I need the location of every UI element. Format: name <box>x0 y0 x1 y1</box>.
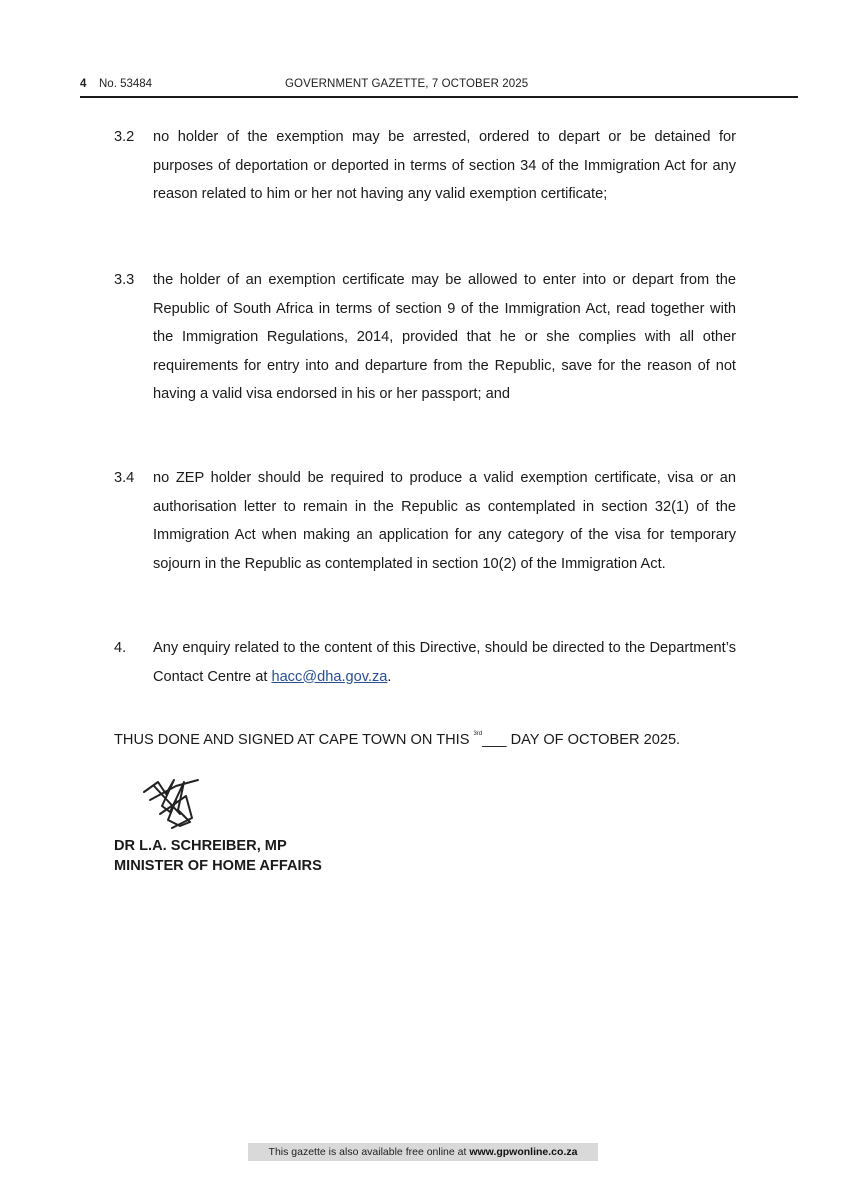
paragraph-3-4 <box>114 464 736 578</box>
page-header <box>80 78 798 98</box>
footer-url-link[interactable]: www.gpwonline.co.za <box>469 1146 578 1158</box>
gazette-title: GOVERNMENT GAZETTE, 7 OCTOBER 2025 <box>285 78 529 90</box>
signatory-block <box>114 836 322 876</box>
signatory-role: MINISTER OF HOME AFFAIRS <box>114 858 322 874</box>
paragraph-number: 3.3 <box>114 272 135 288</box>
paragraph-text: the holder of an exemption certificate may be allowed to enter into or depart from the Republic of South Africa in terms of section 9 of the Immigration Act, read together with the Immigration Regulations, 2014, provided that he or she complies with all other requirements for entry into and departure from the Republic, save for the reason of not having a valid visa endorsed in his or her passport; and <box>153 272 736 403</box>
signing-suffix: DAY OF OCTOBER 2025. <box>506 732 681 748</box>
paragraph-3-2 <box>114 123 736 209</box>
paragraph-text: no holder of the exemption may be arrested, ordered to depart or be detained for purposes of deportation or deported in terms of section 34 of the Immigration Act for any reason related to him or her not having any valid exemption certificate; <box>153 129 736 203</box>
paragraph-number: 3.2 <box>114 129 135 145</box>
handwritten-day: 3rd <box>473 731 483 737</box>
page-number: 4 <box>80 78 87 90</box>
signing-statement <box>114 720 736 755</box>
page-footer <box>248 1143 598 1161</box>
paragraph-text-body: Any enquiry related to the content of this Directive, should be directed to the Department’s Contact Centre at <box>153 640 736 685</box>
handwritten-signature <box>140 770 212 832</box>
paragraph-text <box>153 634 736 691</box>
day-blank: ___ <box>482 732 507 748</box>
header-divider <box>80 96 798 98</box>
paragraph-3-3 <box>114 266 736 409</box>
gazette-number: No. 53484 <box>99 78 153 90</box>
paragraph-4 <box>114 634 736 691</box>
paragraph-text: no ZEP holder should be required to produce a valid exemption certificate, visa or an authorisation letter to remain in the Republic as contemplated in section 32(1) of the Immigration Act when making an application for any category of the visa for temporary sojourn in the Republic as contemplated in section 10(2) of the Immigration Act. <box>153 470 736 572</box>
signatory-name: DR L.A. SCHREIBER, MP <box>114 838 287 854</box>
contact-email-link[interactable]: hacc@dha.gov.za <box>271 668 388 685</box>
footer-text: This gazette is also available free online at <box>268 1146 467 1158</box>
paragraph-number: 4. <box>114 640 127 656</box>
signing-prefix: THUS DONE AND SIGNED AT CAPE TOWN ON THIS <box>114 732 470 748</box>
paragraph-number: 3.4 <box>114 470 135 486</box>
paragraph-suffix: . <box>387 668 392 685</box>
